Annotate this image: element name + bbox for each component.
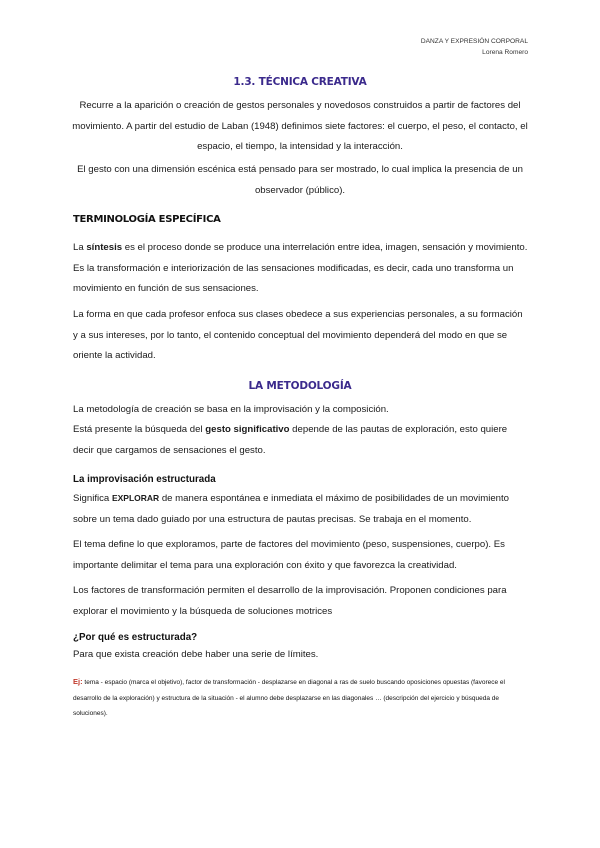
improvisation-p1-pre: Significa: [73, 493, 112, 504]
improvisation-p1-post: de manera espontánea e inmediata el máximo de posibilidades de un movimiento sobre un tema dado guiado por una estructura de pautas precisas. Se trabaja en el momento.: [73, 493, 510, 525]
example-text: tema - espacio (marca el objetivo), factor de transformación - desplazarse en diagonal a ras de suelo buscando oposiciones opuestas (favorece el desarrollo de la exploración) y estructura de la situación - el alumno debe desplazarse en las diagonales … (descripción del ejercicio y búsqueda de soluciones).: [73, 679, 505, 717]
example-paragraph: [73, 674, 533, 722]
improvisation-paragraph-1: [73, 488, 529, 530]
methodology-p2-pre: Está presente la búsqueda del: [73, 424, 206, 435]
structured-answer: Para que exista creación debe haber una serie de límites.: [73, 649, 319, 660]
structured-question: ¿Por qué es estructurada?: [73, 632, 198, 643]
page-header: [421, 36, 528, 58]
synthesis-term: síntesis: [86, 242, 123, 253]
intro-paragraph-1: Recurre a la aparición o creación de gestos personales y novedosos construidos a partir de factores del movimiento. A partir del estudio de Laban (1948) definimos siete factores: el cuerpo, el peso, el contacto, el espacio, el tiempo, la intensidad y la interacción.: [72, 100, 528, 152]
significant-gesture-term: gesto significativo: [205, 424, 290, 435]
explore-term: EXPLORAR: [111, 493, 160, 503]
header-author: Lorena Romero: [482, 49, 528, 56]
terminology-paragraph-2: La forma en que cada profesor enfoca sus clases obedece a sus experiencias personales, a su formación y a sus intereses, por lo tanto, el contenido conceptual del movimiento dependerá del modo en que se oriente la actividad.: [73, 309, 523, 361]
improvisation-paragraph-3: Los factores de transformación permiten el desarrollo de la improvisación. Proponen condiciones para explorar el movimiento y la búsqueda de soluciones motrices: [73, 585, 507, 617]
improvisation-paragraph-2: El tema define lo que exploramos, parte de factores del movimiento (peso, suspensiones, cuerpo). Es importante delimitar el tema para una exploración con éxito y que favorezca la creatividad.: [73, 539, 505, 571]
example-label: Ej:: [73, 677, 83, 686]
methodology-p2-post: depende de las pautas de exploración, esto quiere decir que cargamos de sensaciones el gesto.: [73, 424, 508, 456]
methodology-heading: LA METODOLOGÍA: [248, 380, 352, 392]
intro-paragraph-2: El gesto con una dimensión escénica está pensado para ser mostrado, lo cual implica la presencia de un observador (público).: [77, 164, 523, 196]
header-course-title: DANZA Y EXPRESIÓN CORPORAL: [420, 38, 528, 45]
terminology-heading: TERMINOLOGÍA ESPECÍFICA: [73, 214, 221, 225]
methodology-paragraph-2: [73, 420, 529, 461]
terminology-p1-rest: es el proceso donde se produce una interrelación entre idea, imagen, sensación y movimiento. Es la transformación e interiorización de las sensaciones modificadas, es decir, cada uno transforma un movimiento en función de sus sensaciones.: [73, 242, 528, 294]
section-title: 1.3. TÉCNICA CREATIVA: [233, 76, 367, 88]
improvisation-heading: La improvisación estructurada: [73, 474, 216, 485]
terminology-paragraph-1: [73, 238, 529, 300]
methodology-paragraph-1: La metodología de creación se basa en la improvisación y la composición.: [73, 404, 389, 415]
terminology-p1-pre: La: [73, 242, 87, 253]
